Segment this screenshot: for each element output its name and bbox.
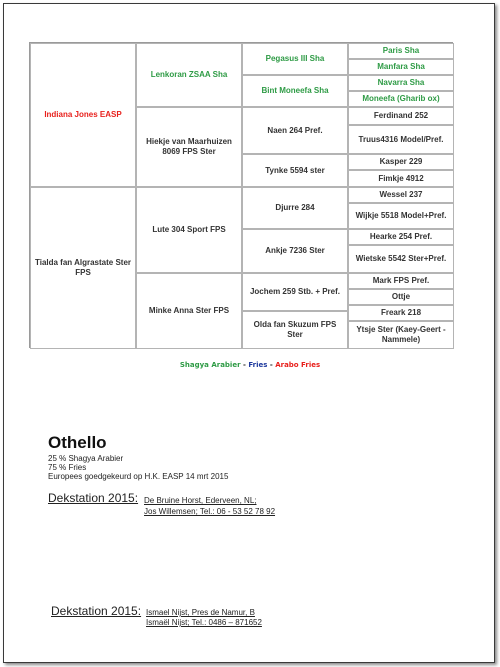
- stud-station-contact: Ismaël Nijst; Tel.: 0486 – 871652: [146, 618, 262, 627]
- stud-station-label: Dekstation 2015:: [51, 604, 142, 618]
- pedigree-sire-dam: Hiekje van Maarhuizen 8069 FPS Ster: [136, 107, 242, 187]
- color-legend: [0, 361, 500, 369]
- stud-station-label: Dekstation 2015:: [48, 491, 139, 505]
- pedigree-gen3-4: Tynke 5594 ster: [242, 154, 348, 187]
- pedigree-gen4-12: Wietske 5542 Ster+Pref.: [348, 245, 454, 273]
- pedigree-gen3-1: Pegasus III Sha: [242, 43, 348, 75]
- pedigree-gen3-7: Jochem 259 Stb. + Pref.: [242, 273, 348, 311]
- legend-separator: -: [267, 361, 276, 369]
- pedigree-gen4-8: Fimkje 4912: [348, 170, 454, 187]
- pedigree-gen4-7: Kasper 229: [348, 154, 454, 170]
- pedigree-gen4-1: Paris Sha: [348, 43, 454, 59]
- pedigree-gen4-16: Ytsje Ster (Kaey-Geert - Nammele): [348, 321, 454, 349]
- pedigree-gen4-11: Hearke 254 Pref.: [348, 229, 454, 245]
- pedigree-gen4-13: Mark FPS Pref.: [348, 273, 454, 289]
- stud-station-address: De Bruine Horst, Ederveen, NL;: [144, 496, 257, 505]
- pedigree-gen4-9: Wessel 237: [348, 187, 454, 203]
- legend-shagya: Shagya Arabier: [179, 361, 241, 369]
- pedigree-gen3-8: Olda fan Skuzum FPS Ster: [242, 311, 348, 349]
- pedigree-table: [29, 42, 453, 348]
- pedigree-gen4-15: Freark 218: [348, 305, 454, 321]
- pedigree-gen4-6: Truus4316 Model/Pref.: [348, 125, 454, 154]
- pedigree-gen4-5: Ferdinand 252: [348, 107, 454, 125]
- pedigree-gen3-6: Ankje 7236 Ster: [242, 229, 348, 273]
- pedigree-gen3-2: Bint Moneefa Sha: [242, 75, 348, 107]
- approval-note: Europees goedgekeurd op H.K. EASP 14 mrt 2015: [48, 472, 229, 481]
- pedigree-dam-sire: Lute 304 Sport FPS: [136, 187, 242, 273]
- breed-percentage-shagya: 25 % Shagya Arabier: [48, 454, 124, 463]
- pedigree-dam-dam: Minke Anna Ster FPS: [136, 273, 242, 349]
- legend-fries: Fries: [248, 361, 268, 369]
- pedigree-gen3-5: Djurre 284: [242, 187, 348, 229]
- pedigree-sire-sire: Lenkoran ZSAA Sha: [136, 43, 242, 107]
- legend-arabo-fries: Arabo Fries: [275, 361, 321, 369]
- horse-name: Othello: [48, 433, 107, 452]
- pedigree-gen3-3: Naen 264 Pref.: [242, 107, 348, 154]
- stud-station-contact: Jos Willemsen; Tel.: 06 - 53 52 78 92: [144, 507, 276, 516]
- pedigree-gen4-4: Moneefa (Gharib ox): [348, 91, 454, 107]
- pedigree-sire: Indiana Jones EASP: [30, 43, 136, 187]
- pedigree-gen4-10: Wijkje 5518 Model+Pref.: [348, 203, 454, 229]
- legend-separator: -: [240, 361, 249, 369]
- pedigree-gen4-3: Navarra Sha: [348, 75, 454, 91]
- breed-percentage-fries: 75 % Fries: [48, 463, 87, 472]
- pedigree-gen4-2: Manfara Sha: [348, 59, 454, 75]
- pedigree-dam: Tialda fan Algrastate Ster FPS: [30, 187, 136, 349]
- pedigree-gen4-14: Ottje: [348, 289, 454, 305]
- stud-station-address: Ismael Nijst, Pres de Namur, B: [146, 608, 255, 617]
